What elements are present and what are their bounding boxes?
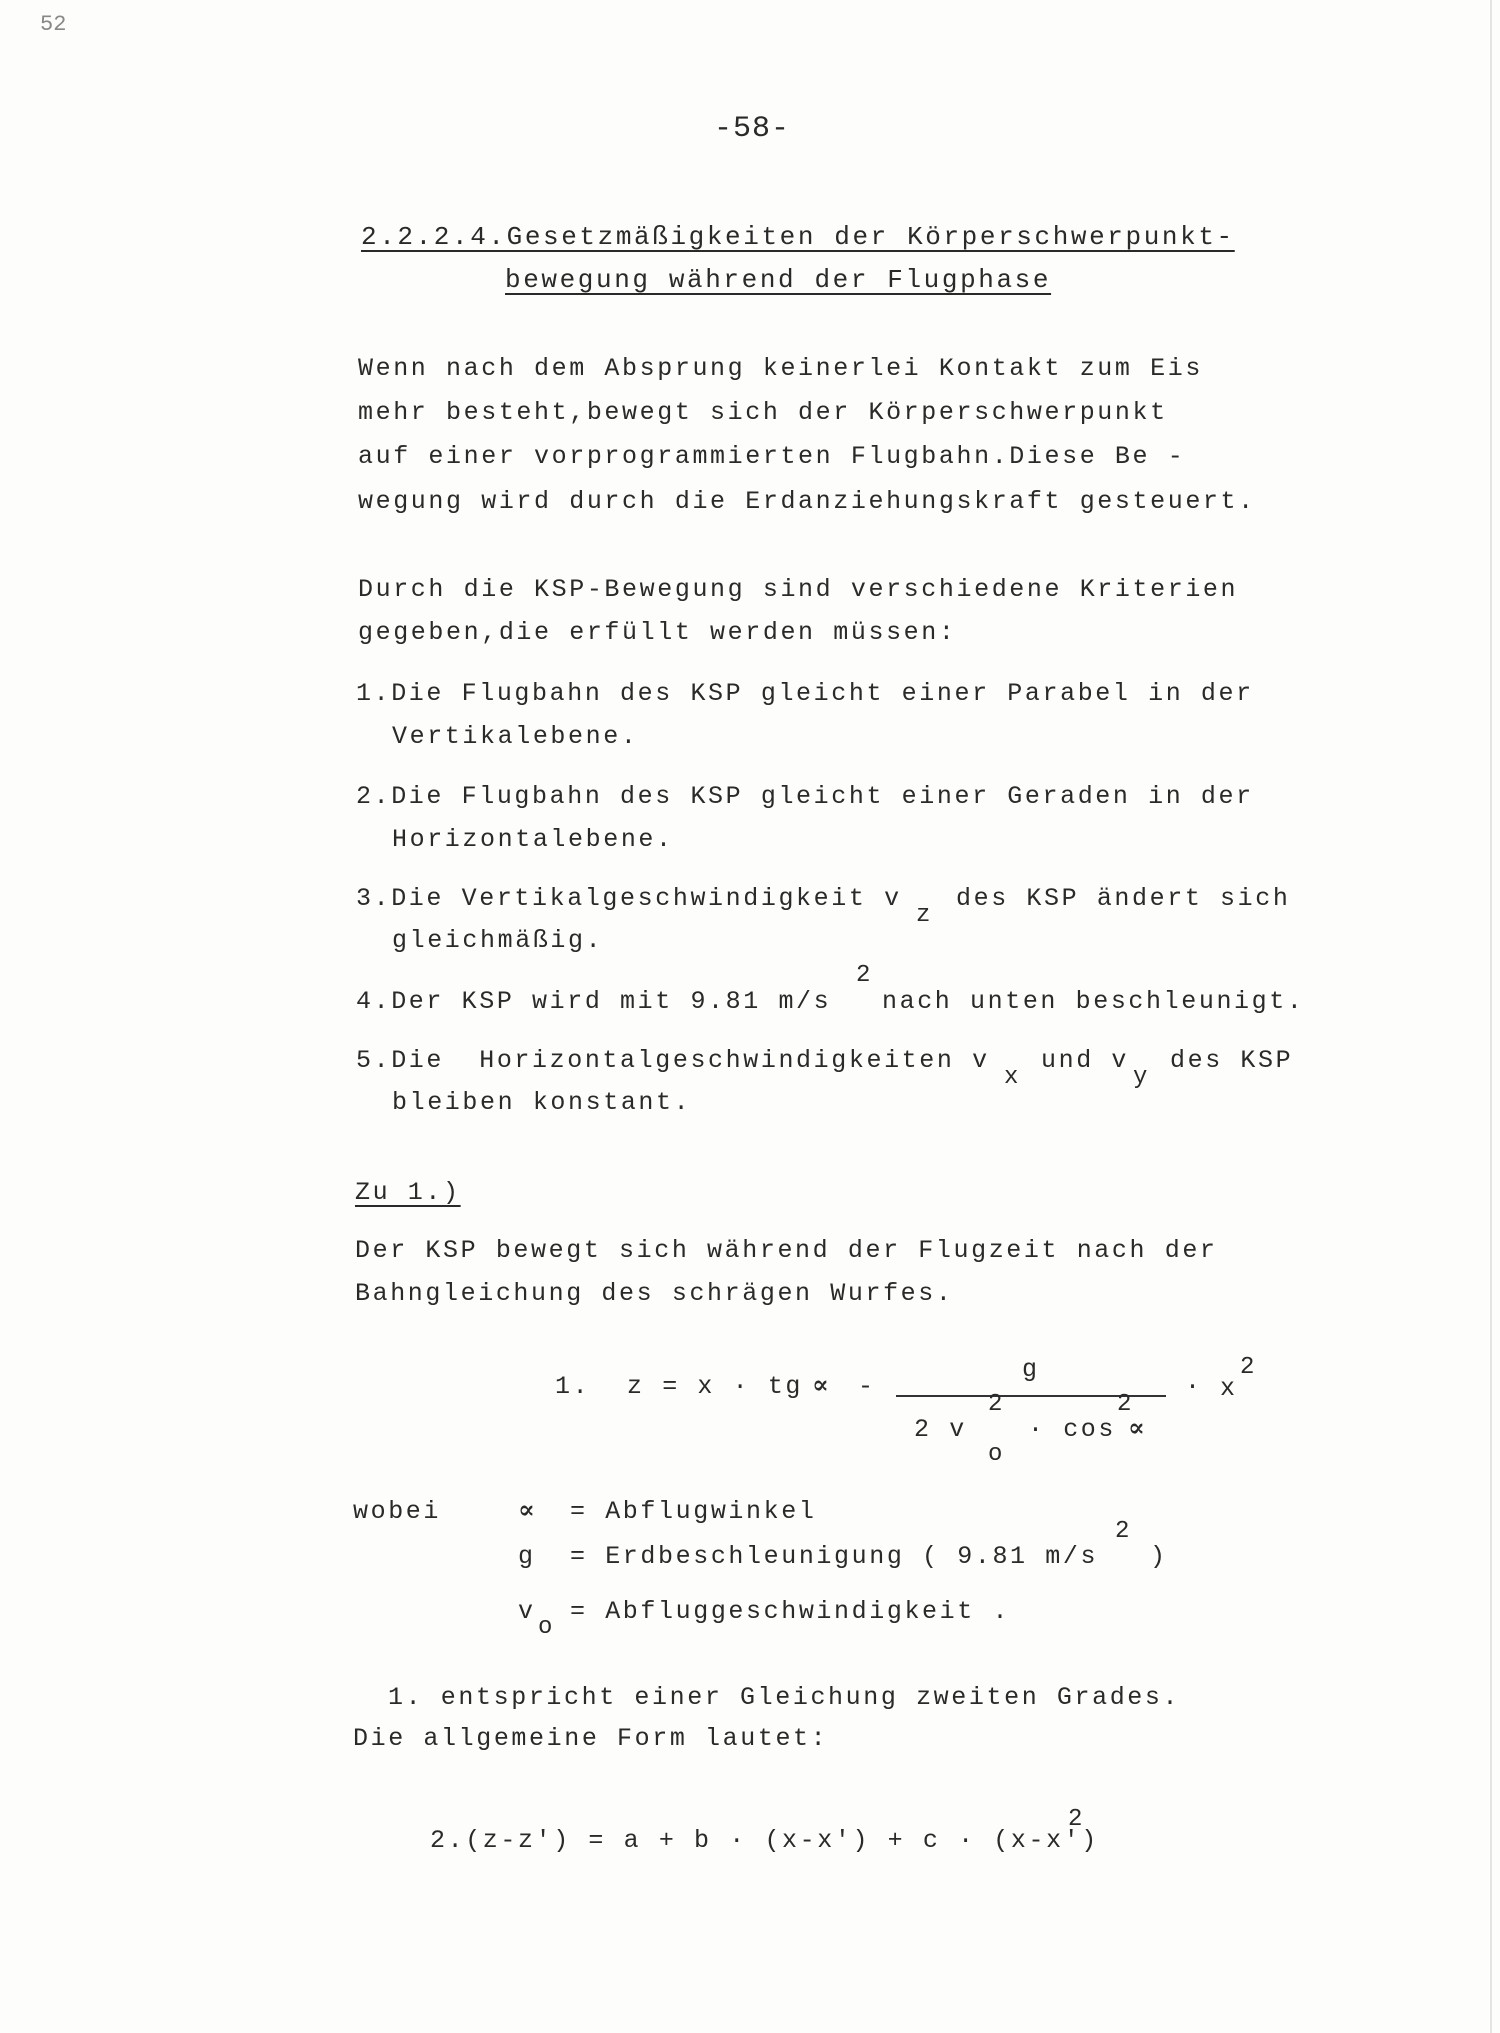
criterion-5-text-b: des KSP [1170,1046,1294,1075]
criterion-2-line2: Horizontalebene. [392,825,674,854]
para1-line: auf einer vorprogrammierten Flugbahn.Diese Be - [358,442,1186,471]
section-heading-line2: bewegung während der Flugphase [505,265,1052,295]
para3-line: Bahngleichung des schrägen Wurfes. [355,1279,954,1308]
equation-2-superscript: 2 [1068,1806,1083,1833]
definition-v: = Abfluggeschwindigkeit . [570,1597,1011,1626]
fraction-denominator-a: 2 v [914,1415,967,1444]
criterion-3-line2: gleichmäßig. [392,926,604,955]
criterion-4-text-b: nach unten beschleunigt. [882,987,1305,1016]
alpha-symbol: ∝ [1128,1413,1148,1442]
para4-line: Die allgemeine Form lautet: [353,1724,829,1753]
para4-line: 1. entspricht einer Gleichung zweiten Grades. [388,1683,1181,1712]
wobei-label: wobei [353,1497,442,1526]
alpha-symbol: ∝ [518,1495,538,1524]
equation-1-x-superscript: 2 [1240,1354,1255,1381]
corner-mark: 52 [40,12,67,37]
equation-1-x: x [1220,1374,1238,1403]
criterion-3-subscript: z [916,902,931,929]
criterion-1-line1: 1.Die Flugbahn des KSP gleicht einer Parabel in der [356,679,1254,708]
criterion-4-superscript: 2 [856,962,871,989]
criterion-5-text: 5.Die Horizontalgeschwindigkeiten v [356,1046,990,1075]
equation-1-number: 1. [555,1372,591,1401]
symbol-v: v [518,1597,536,1626]
para1-line: Wenn nach dem Absprung keinerlei Kontakt zum Eis [358,354,1203,383]
para1-line: wegung wird durch die Erdanziehungskraft gesteuert. [358,487,1256,516]
definition-g-close: ) [1150,1542,1168,1571]
equation-1-minus: - [858,1372,876,1401]
para2-line: Durch die KSP-Bewegung sind verschiedene Kriterien [358,575,1239,604]
criterion-3-text: 3.Die Vertikalgeschwindigkeit v [356,884,902,913]
scan-edge [1490,0,1492,2033]
equation-1-dot: · [1185,1372,1203,1401]
definition-g: = Erdbeschleunigung ( 9.81 m/s [570,1542,1099,1571]
equation-2-text: 2.(z-z') = a + b · (x-x') + c · (x-x') [430,1826,1099,1855]
symbol-g: g [518,1542,536,1571]
section-heading-line1: 2.2.2.4.Gesetzmäßigkeiten der Körperschwerpunkt- [361,222,1235,252]
fraction-denominator-b: · cos [1028,1415,1117,1444]
fraction-numerator: g [1022,1355,1040,1384]
criterion-5-text-mid: und v [1041,1046,1130,1075]
equation-1-lhs: z = x · tg [627,1372,804,1401]
criterion-5-line2: bleiben konstant. [392,1088,692,1117]
criterion-1-line2: Vertikalebene. [392,722,639,751]
subheading-zu-1: Zu 1.) [355,1178,461,1207]
criterion-2-line1: 2.Die Flugbahn des KSP gleicht einer Geraden in der [356,782,1254,811]
denominator-superscript: 2 [988,1391,1003,1418]
denominator-subscript: o [988,1441,1003,1468]
para3-line: Der KSP bewegt sich während der Flugzeit nach der [355,1236,1218,1265]
symbol-v-subscript: o [538,1614,553,1641]
criterion-5-subscript-x: x [1004,1064,1019,1091]
page-number: -58- [714,112,791,146]
alpha-symbol: ∝ [812,1370,832,1399]
para2-line: gegeben,die erfüllt werden müssen: [358,618,957,647]
cos-superscript: 2 [1117,1391,1132,1418]
definition-g-superscript: 2 [1115,1518,1130,1545]
criterion-4-text: 4.Der KSP wird mit 9.81 m/s [356,987,832,1016]
para1-line: mehr besteht,bewegt sich der Körperschwerpunkt [358,398,1168,427]
criterion-3-text-b: des KSP ändert sich [956,884,1291,913]
criterion-5-subscript-y: y [1133,1064,1148,1091]
definition-alpha: = Abflugwinkel [570,1497,817,1526]
